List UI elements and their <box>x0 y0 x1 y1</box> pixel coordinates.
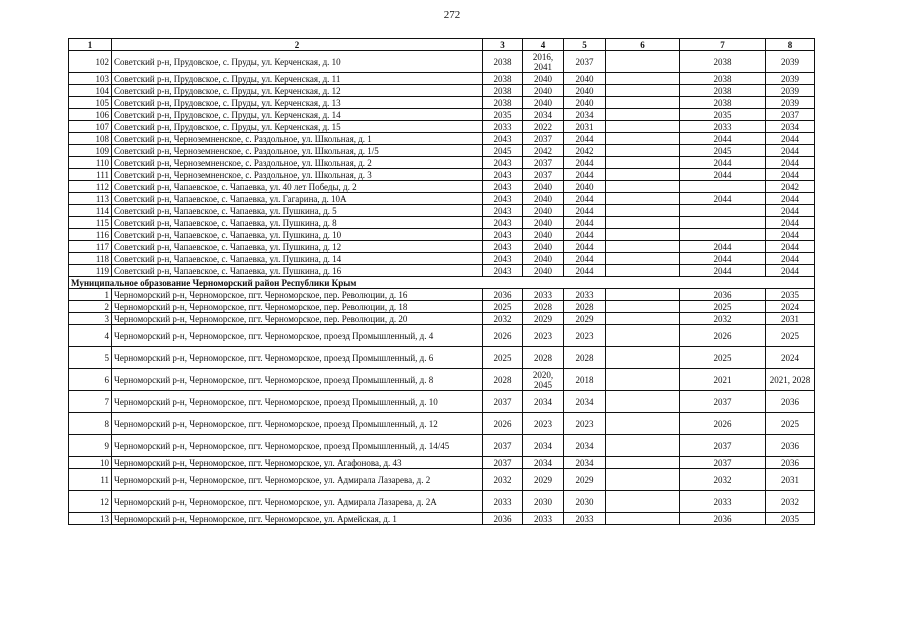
year-cell-col4: 2034 <box>523 457 564 469</box>
year-cell-col3: 2038 <box>483 97 523 109</box>
year-cell-col3: 2035 <box>483 109 523 121</box>
column-header: 4 <box>523 39 564 51</box>
year-cell-col8: 2044 <box>766 241 815 253</box>
year-cell-col3: 2043 <box>483 205 523 217</box>
year-cell-col3: 2028 <box>483 369 523 391</box>
table-row <box>69 109 815 121</box>
column-header: 3 <box>483 39 523 51</box>
year-cell-col7 <box>680 181 766 193</box>
year-cell-col8: 2037 <box>766 109 815 121</box>
year-cell-col5: 2044 <box>564 253 606 265</box>
year-cell-col7: 2044 <box>680 157 766 169</box>
year-cell-col4: 2040 <box>523 193 564 205</box>
year-cell-col3: 2043 <box>483 157 523 169</box>
year-cell-col8: 2044 <box>766 169 815 181</box>
year-cell-col3: 2025 <box>483 347 523 369</box>
year-cell-col4: 2033 <box>523 289 564 301</box>
year-cell-col5: 2044 <box>564 241 606 253</box>
address-cell: Советский р-н, Прудовское, с. Пруды, ул. Керченская, д. 10 <box>112 51 483 73</box>
year-cell-col5: 2040 <box>564 181 606 193</box>
year-cell-col7: 2026 <box>680 413 766 435</box>
table-row <box>69 369 815 391</box>
year-cell-col5: 2040 <box>564 73 606 85</box>
address-cell: Черноморский р-н, Черноморское, пгт. Черноморское, проезд Промышленный, д. 4 <box>112 325 483 347</box>
year-cell-col5: 2044 <box>564 133 606 145</box>
row-number-cell: 6 <box>69 369 112 391</box>
address-cell: Черноморский р-н, Черноморское, пгт. Черноморское, проезд Промышленный, д. 14/45 <box>112 435 483 457</box>
year-cell-col8: 2044 <box>766 157 815 169</box>
year-cell-col3: 2038 <box>483 51 523 73</box>
year-cell-col3: 2043 <box>483 253 523 265</box>
year-cell-col5: 2034 <box>564 435 606 457</box>
table-row <box>69 157 815 169</box>
year-cell-col7: 2044 <box>680 133 766 145</box>
year-cell-col7: 2026 <box>680 325 766 347</box>
year-cell-col6 <box>606 181 680 193</box>
row-number-cell: 113 <box>69 193 112 205</box>
address-cell: Черноморский р-н, Черноморское, пгт. Черноморское, ул. Адмирала Лазарева, д. 2А <box>112 491 483 513</box>
year-cell-col8: 2036 <box>766 457 815 469</box>
address-cell: Черноморский р-н, Черноморское, пгт. Черноморское, пер. Революции, д. 18 <box>112 301 483 313</box>
address-cell: Советский р-н, Черноземненское, с. Раздольное, ул. Школьная, д. 3 <box>112 169 483 181</box>
year-cell-col8: 2024 <box>766 301 815 313</box>
year-cell-col5: 2040 <box>564 85 606 97</box>
year-cell-col8: 2039 <box>766 73 815 85</box>
table-row <box>69 193 815 205</box>
row-number-cell: 110 <box>69 157 112 169</box>
year-cell-col7: 2036 <box>680 513 766 525</box>
table-row <box>69 491 815 513</box>
address-cell: Советский р-н, Чапаевское, с. Чапаевка, ул. Пушкина, д. 14 <box>112 253 483 265</box>
year-cell-col8: 2034 <box>766 121 815 133</box>
year-cell-col5: 2044 <box>564 217 606 229</box>
year-cell-col4: 2016, 2041 <box>523 51 564 73</box>
column-header-row <box>69 39 815 51</box>
year-cell-col8: 2042 <box>766 181 815 193</box>
year-cell-col4: 2033 <box>523 513 564 525</box>
year-cell-col5: 2040 <box>564 97 606 109</box>
register-table <box>68 38 815 525</box>
year-cell-col6 <box>606 457 680 469</box>
year-cell-col5: 2044 <box>564 205 606 217</box>
year-cell-col7: 2044 <box>680 241 766 253</box>
row-number-cell: 106 <box>69 109 112 121</box>
year-cell-col8: 2025 <box>766 413 815 435</box>
year-cell-col6 <box>606 391 680 413</box>
year-cell-col7: 2038 <box>680 97 766 109</box>
row-number-cell: 109 <box>69 145 112 157</box>
year-cell-col6 <box>606 301 680 313</box>
year-cell-col8: 2044 <box>766 145 815 157</box>
row-number-cell: 12 <box>69 491 112 513</box>
year-cell-col4: 2029 <box>523 469 564 491</box>
year-cell-col6 <box>606 491 680 513</box>
year-cell-col4: 2040 <box>523 229 564 241</box>
year-cell-col3: 2043 <box>483 217 523 229</box>
table-row <box>69 413 815 435</box>
year-cell-col5: 2044 <box>564 193 606 205</box>
year-cell-col5: 2030 <box>564 491 606 513</box>
year-cell-col6 <box>606 109 680 121</box>
year-cell-col6 <box>606 469 680 491</box>
year-cell-col8: 2032 <box>766 491 815 513</box>
table-row <box>69 241 815 253</box>
year-cell-col6 <box>606 193 680 205</box>
address-cell: Черноморский р-н, Черноморское, пгт. Черноморское, ул. Адмирала Лазарева, д. 2 <box>112 469 483 491</box>
page-number: 272 <box>443 9 461 21</box>
year-cell-col4: 2040 <box>523 265 564 277</box>
table-row <box>69 301 815 313</box>
year-cell-col5: 2028 <box>564 347 606 369</box>
year-cell-col7: 2025 <box>680 347 766 369</box>
year-cell-col4: 2028 <box>523 347 564 369</box>
year-cell-col3: 2043 <box>483 193 523 205</box>
table-row <box>69 347 815 369</box>
row-number-cell: 8 <box>69 413 112 435</box>
address-cell: Советский р-н, Чапаевское, с. Чапаевка, ул. Пушкина, д. 12 <box>112 241 483 253</box>
year-cell-col4: 2034 <box>523 109 564 121</box>
year-cell-col5: 2042 <box>564 145 606 157</box>
year-cell-col8: 2044 <box>766 133 815 145</box>
year-cell-col5: 2034 <box>564 391 606 413</box>
year-cell-col4: 2040 <box>523 181 564 193</box>
year-cell-col4: 2040 <box>523 217 564 229</box>
table-row <box>69 133 815 145</box>
year-cell-col7: 2033 <box>680 491 766 513</box>
year-cell-col3: 2043 <box>483 229 523 241</box>
year-cell-col7: 2037 <box>680 391 766 413</box>
table-row <box>69 97 815 109</box>
row-number-cell: 118 <box>69 253 112 265</box>
row-number-cell: 13 <box>69 513 112 525</box>
table-row <box>69 313 815 325</box>
address-cell: Советский р-н, Прудовское, с. Пруды, ул. Керченская, д. 12 <box>112 85 483 97</box>
table-row <box>69 181 815 193</box>
year-cell-col5: 2044 <box>564 169 606 181</box>
year-cell-col7: 2038 <box>680 85 766 97</box>
year-cell-col6 <box>606 325 680 347</box>
year-cell-col8: 2024 <box>766 347 815 369</box>
year-cell-col8: 2036 <box>766 391 815 413</box>
year-cell-col7: 2037 <box>680 435 766 457</box>
year-cell-col5: 2023 <box>564 325 606 347</box>
year-cell-col4: 2037 <box>523 169 564 181</box>
row-number-cell: 116 <box>69 229 112 241</box>
address-cell: Советский р-н, Прудовское, с. Пруды, ул. Керченская, д. 13 <box>112 97 483 109</box>
year-cell-col6 <box>606 145 680 157</box>
year-cell-col5: 2034 <box>564 109 606 121</box>
address-cell: Черноморский р-н, Черноморское, пгт. Черноморское, пер. Революции, д. 16 <box>112 289 483 301</box>
table-row <box>69 289 815 301</box>
year-cell-col8: 2036 <box>766 435 815 457</box>
year-cell-col8: 2039 <box>766 85 815 97</box>
year-cell-col3: 2043 <box>483 265 523 277</box>
table-row <box>69 265 815 277</box>
year-cell-col4: 2023 <box>523 413 564 435</box>
section-b-body <box>69 289 815 525</box>
year-cell-col6 <box>606 435 680 457</box>
year-cell-col3: 2037 <box>483 435 523 457</box>
year-cell-col7: 2038 <box>680 51 766 73</box>
year-cell-col5: 2018 <box>564 369 606 391</box>
table-row <box>69 513 815 525</box>
section-title-row <box>69 277 815 289</box>
address-cell: Черноморский р-н, Черноморское, пгт. Черноморское, проезд Промышленный, д. 12 <box>112 413 483 435</box>
address-cell: Советский р-н, Черноземненское, с. Раздольное, ул. Школьная, д. 1/5 <box>112 145 483 157</box>
year-cell-col6 <box>606 217 680 229</box>
year-cell-col6 <box>606 513 680 525</box>
year-cell-col8: 2035 <box>766 513 815 525</box>
year-cell-col8: 2044 <box>766 229 815 241</box>
address-cell: Советский р-н, Чапаевское, с. Чапаевка, ул. Пушкина, д. 8 <box>112 217 483 229</box>
year-cell-col7: 2021 <box>680 369 766 391</box>
row-number-cell: 10 <box>69 457 112 469</box>
year-cell-col3: 2043 <box>483 181 523 193</box>
year-cell-col3: 2037 <box>483 457 523 469</box>
address-cell: Черноморский р-н, Черноморское, пгт. Черноморское, пер. Революции, д. 20 <box>112 313 483 325</box>
year-cell-col5: 2031 <box>564 121 606 133</box>
year-cell-col7: 2044 <box>680 169 766 181</box>
year-cell-col5: 2028 <box>564 301 606 313</box>
row-number-cell: 3 <box>69 313 112 325</box>
year-cell-col3: 2038 <box>483 85 523 97</box>
year-cell-col4: 2030 <box>523 491 564 513</box>
row-number-cell: 102 <box>69 51 112 73</box>
address-cell: Советский р-н, Чапаевское, с. Чапаевка, ул. Пушкина, д. 10 <box>112 229 483 241</box>
address-cell: Советский р-н, Чапаевское, с. Чапаевка, ул. Гагарина, д. 10А <box>112 193 483 205</box>
row-number-cell: 5 <box>69 347 112 369</box>
year-cell-col5: 2033 <box>564 513 606 525</box>
year-cell-col6 <box>606 157 680 169</box>
row-number-cell: 111 <box>69 169 112 181</box>
table-row <box>69 73 815 85</box>
table-row <box>69 85 815 97</box>
year-cell-col8: 2021, 2028 <box>766 369 815 391</box>
address-cell: Черноморский р-н, Черноморское, пгт. Черноморское, проезд Промышленный, д. 10 <box>112 391 483 413</box>
year-cell-col3: 2032 <box>483 313 523 325</box>
table-row <box>69 121 815 133</box>
year-cell-col4: 2028 <box>523 301 564 313</box>
year-cell-col5: 2029 <box>564 313 606 325</box>
year-cell-col4: 2037 <box>523 133 564 145</box>
year-cell-col5: 2029 <box>564 469 606 491</box>
row-number-cell: 117 <box>69 241 112 253</box>
year-cell-col7: 2032 <box>680 469 766 491</box>
year-cell-col7: 2036 <box>680 289 766 301</box>
row-number-cell: 107 <box>69 121 112 133</box>
year-cell-col3: 2043 <box>483 169 523 181</box>
year-cell-col4: 2040 <box>523 85 564 97</box>
address-cell: Советский р-н, Черноземненское, с. Раздольное, ул. Школьная, д. 1 <box>112 133 483 145</box>
year-cell-col7: 2037 <box>680 457 766 469</box>
year-cell-col3: 2036 <box>483 513 523 525</box>
table-row <box>69 229 815 241</box>
year-cell-col3: 2025 <box>483 301 523 313</box>
year-cell-col6 <box>606 205 680 217</box>
address-cell: Советский р-н, Прудовское, с. Пруды, ул. Керченская, д. 14 <box>112 109 483 121</box>
year-cell-col6 <box>606 97 680 109</box>
year-cell-col4: 2042 <box>523 145 564 157</box>
year-cell-col4: 2040 <box>523 205 564 217</box>
year-cell-col3: 2043 <box>483 241 523 253</box>
year-cell-col8: 2039 <box>766 51 815 73</box>
year-cell-col5: 2037 <box>564 51 606 73</box>
year-cell-col3: 2033 <box>483 121 523 133</box>
year-cell-col6 <box>606 121 680 133</box>
table-row <box>69 391 815 413</box>
address-cell: Советский р-н, Черноземненское, с. Раздольное, ул. Школьная, д. 2 <box>112 157 483 169</box>
year-cell-col7: 2038 <box>680 73 766 85</box>
year-cell-col5: 2023 <box>564 413 606 435</box>
table-row <box>69 217 815 229</box>
year-cell-col7: 2032 <box>680 313 766 325</box>
section-title: Муниципальное образование Черноморский район Республики Крым <box>69 277 815 289</box>
row-number-cell: 103 <box>69 73 112 85</box>
table-row <box>69 145 815 157</box>
year-cell-col4: 2040 <box>523 73 564 85</box>
year-cell-col4: 2040 <box>523 97 564 109</box>
address-cell: Советский р-н, Прудовское, с. Пруды, ул. Керченская, д. 15 <box>112 121 483 133</box>
year-cell-col7 <box>680 229 766 241</box>
row-number-cell: 119 <box>69 265 112 277</box>
row-number-cell: 1 <box>69 289 112 301</box>
address-cell: Советский р-н, Чапаевское, с. Чапаевка, ул. 40 лет Победы, д. 2 <box>112 181 483 193</box>
address-cell: Советский р-н, Прудовское, с. Пруды, ул. Керченская, д. 11 <box>112 73 483 85</box>
column-header: 2 <box>112 39 483 51</box>
column-header: 8 <box>766 39 815 51</box>
year-cell-col8: 2044 <box>766 193 815 205</box>
year-cell-col8: 2044 <box>766 265 815 277</box>
row-number-cell: 11 <box>69 469 112 491</box>
year-cell-col7: 2044 <box>680 253 766 265</box>
year-cell-col8: 2044 <box>766 217 815 229</box>
table-row <box>69 51 815 73</box>
row-number-cell: 104 <box>69 85 112 97</box>
year-cell-col5: 2034 <box>564 457 606 469</box>
year-cell-col6 <box>606 413 680 435</box>
column-header: 5 <box>564 39 606 51</box>
year-cell-col4: 2040 <box>523 241 564 253</box>
row-number-cell: 115 <box>69 217 112 229</box>
year-cell-col6 <box>606 241 680 253</box>
year-cell-col7: 2025 <box>680 301 766 313</box>
year-cell-col3: 2026 <box>483 413 523 435</box>
address-cell: Черноморский р-н, Черноморское, пгт. Черноморское, проезд Промышленный, д. 6 <box>112 347 483 369</box>
table-row <box>69 205 815 217</box>
year-cell-col7 <box>680 205 766 217</box>
year-cell-col3: 2038 <box>483 73 523 85</box>
address-cell: Черноморский р-н, Черноморское, пгт. Черноморское, ул. Агафонова, д. 43 <box>112 457 483 469</box>
column-header: 6 <box>606 39 680 51</box>
address-cell: Советский р-н, Чапаевское, с. Чапаевка, ул. Пушкина, д. 5 <box>112 205 483 217</box>
year-cell-col8: 2031 <box>766 469 815 491</box>
year-cell-col4: 2029 <box>523 313 564 325</box>
year-cell-col6 <box>606 313 680 325</box>
year-cell-col4: 2034 <box>523 435 564 457</box>
year-cell-col8: 2035 <box>766 289 815 301</box>
year-cell-col7: 2035 <box>680 109 766 121</box>
table-row <box>69 253 815 265</box>
year-cell-col4: 2040 <box>523 253 564 265</box>
year-cell-col7: 2045 <box>680 145 766 157</box>
section-b-heading <box>69 277 815 289</box>
year-cell-col5: 2044 <box>564 157 606 169</box>
year-cell-col5: 2044 <box>564 229 606 241</box>
row-number-cell: 4 <box>69 325 112 347</box>
year-cell-col3: 2045 <box>483 145 523 157</box>
year-cell-col4: 2034 <box>523 391 564 413</box>
year-cell-col4: 2037 <box>523 157 564 169</box>
table-row <box>69 469 815 491</box>
year-cell-col7: 2044 <box>680 193 766 205</box>
year-cell-col6 <box>606 73 680 85</box>
address-cell: Советский р-н, Чапаевское, с. Чапаевка, ул. Пушкина, д. 16 <box>112 265 483 277</box>
year-cell-col3: 2033 <box>483 491 523 513</box>
year-cell-col6 <box>606 85 680 97</box>
year-cell-col6 <box>606 229 680 241</box>
year-cell-col8: 2044 <box>766 253 815 265</box>
section-a-body <box>69 51 815 277</box>
table-row <box>69 325 815 347</box>
year-cell-col7 <box>680 217 766 229</box>
row-number-cell: 9 <box>69 435 112 457</box>
year-cell-col7: 2033 <box>680 121 766 133</box>
year-cell-col8: 2044 <box>766 205 815 217</box>
year-cell-col4: 2023 <box>523 325 564 347</box>
row-number-cell: 112 <box>69 181 112 193</box>
year-cell-col5: 2044 <box>564 265 606 277</box>
year-cell-col6 <box>606 51 680 73</box>
year-cell-col6 <box>606 133 680 145</box>
column-header: 1 <box>69 39 112 51</box>
row-number-cell: 108 <box>69 133 112 145</box>
year-cell-col8: 2039 <box>766 97 815 109</box>
year-cell-col3: 2036 <box>483 289 523 301</box>
address-cell: Черноморский р-н, Черноморское, пгт. Черноморское, проезд Промышленный, д. 8 <box>112 369 483 391</box>
row-number-cell: 2 <box>69 301 112 313</box>
year-cell-col4: 2022 <box>523 121 564 133</box>
year-cell-col4: 2020, 2045 <box>523 369 564 391</box>
row-number-cell: 105 <box>69 97 112 109</box>
table-row <box>69 169 815 181</box>
year-cell-col6 <box>606 347 680 369</box>
year-cell-col3: 2032 <box>483 469 523 491</box>
row-number-cell: 114 <box>69 205 112 217</box>
year-cell-col3: 2037 <box>483 391 523 413</box>
column-header: 7 <box>680 39 766 51</box>
address-cell: Черноморский р-н, Черноморское, пгт. Черноморское, ул. Армейская, д. 1 <box>112 513 483 525</box>
year-cell-col6 <box>606 289 680 301</box>
year-cell-col6 <box>606 253 680 265</box>
year-cell-col6 <box>606 169 680 181</box>
year-cell-col7: 2044 <box>680 265 766 277</box>
year-cell-col3: 2026 <box>483 325 523 347</box>
year-cell-col6 <box>606 265 680 277</box>
row-number-cell: 7 <box>69 391 112 413</box>
year-cell-col8: 2025 <box>766 325 815 347</box>
table-row <box>69 457 815 469</box>
table-row <box>69 435 815 457</box>
year-cell-col8: 2031 <box>766 313 815 325</box>
year-cell-col3: 2043 <box>483 133 523 145</box>
year-cell-col6 <box>606 369 680 391</box>
year-cell-col5: 2033 <box>564 289 606 301</box>
